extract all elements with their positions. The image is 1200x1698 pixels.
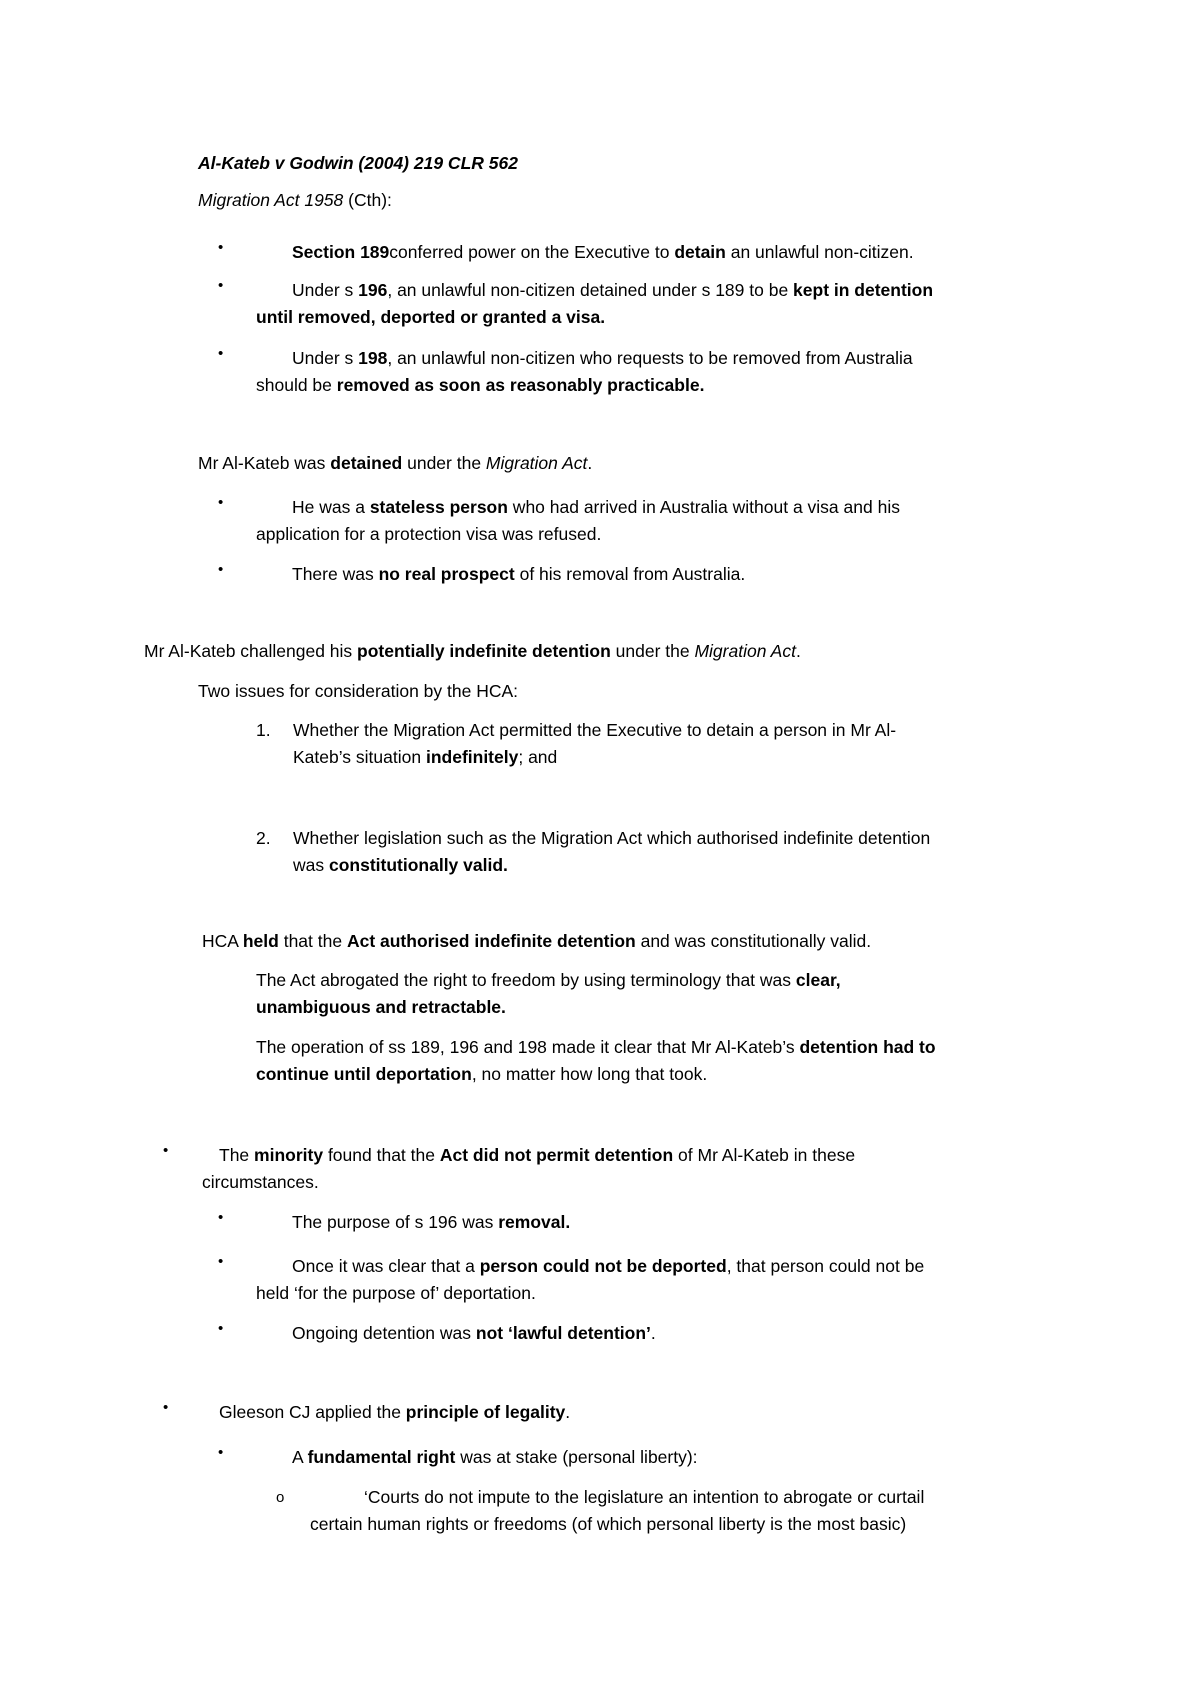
text-run: conferred power on the Executive to bbox=[389, 242, 675, 262]
issues-heading: Two issues for consideration by the HCA: bbox=[198, 681, 519, 701]
bold-text-run: removed as soon as reasonably practicable. bbox=[336, 375, 705, 395]
text-run: . bbox=[650, 1323, 656, 1343]
bold-text-run: detain bbox=[674, 242, 726, 262]
issue-number: 1. bbox=[256, 720, 271, 740]
text-run: under the bbox=[610, 641, 695, 661]
act-heading bbox=[198, 187, 392, 214]
bold-text-run: 198 bbox=[358, 348, 388, 368]
bold-text-run: fundamental right bbox=[307, 1447, 456, 1467]
bold-text-run: Section 189 bbox=[292, 242, 390, 262]
minority-line-1 bbox=[219, 1142, 855, 1169]
text-run: Mr Al-Kateb was bbox=[198, 453, 331, 473]
operation-line-1 bbox=[256, 1034, 936, 1061]
bold-text-run: indefinitely bbox=[425, 747, 519, 767]
circle-bullet-icon: o bbox=[276, 1489, 285, 1506]
gleeson-point bbox=[292, 1444, 698, 1471]
bold-text-run: person could not be deported bbox=[479, 1256, 727, 1276]
text-run: was bbox=[293, 855, 329, 875]
issue-2-line-1 bbox=[293, 825, 930, 852]
issue-2-line-2 bbox=[293, 852, 508, 879]
issue-number: 2. bbox=[256, 828, 271, 848]
text-run: A bbox=[292, 1447, 308, 1467]
act-suffix: (Cth): bbox=[343, 190, 392, 210]
text-run: Ongoing detention was bbox=[292, 1323, 476, 1343]
bullet-icon: • bbox=[163, 1399, 169, 1416]
text-run: certain human rights or freedoms (of which personal liberty is the most basic) bbox=[310, 1514, 907, 1534]
bold-text-run: held bbox=[242, 931, 279, 951]
bold-text-run: constitutionally valid. bbox=[328, 855, 508, 875]
bullet-icon: • bbox=[218, 1444, 224, 1461]
bold-text-run: detention had to bbox=[799, 1037, 936, 1057]
text-run: He was a bbox=[292, 497, 370, 517]
minority-point-2-line-2 bbox=[256, 1280, 536, 1307]
bullet-icon: • bbox=[218, 345, 224, 362]
minority-point-1 bbox=[292, 1209, 570, 1236]
text-run: . bbox=[587, 453, 593, 473]
bold-text-run: 196 bbox=[358, 280, 388, 300]
act-name: Migration Act 1958 bbox=[198, 190, 344, 210]
text-run: and was constitutionally valid. bbox=[635, 931, 872, 951]
gleeson-quote-line-1 bbox=[364, 1484, 924, 1511]
bold-text-run: potentially indefinite detention bbox=[357, 641, 611, 661]
italic-text-run: Migration Act bbox=[485, 453, 588, 473]
provision-3-line-2 bbox=[256, 372, 704, 399]
text-run: Gleeson CJ applied the bbox=[219, 1402, 406, 1422]
provision-2-line-2 bbox=[256, 304, 605, 331]
text-run: Under s bbox=[292, 280, 359, 300]
abrogated-line-2 bbox=[256, 994, 506, 1021]
text-run: Whether legislation such as the Migration Act which authorised indefinite detention bbox=[293, 828, 931, 848]
bullet-icon: • bbox=[218, 561, 224, 578]
bold-text-run: clear, bbox=[795, 970, 841, 990]
bullet-icon: • bbox=[218, 1253, 224, 1270]
bold-text-run: minority bbox=[254, 1145, 324, 1165]
text-run: , an unlawful non-citizen who requests to be removed from Australia bbox=[387, 348, 913, 368]
issue-1-line-2 bbox=[293, 744, 557, 771]
text-run: The bbox=[219, 1145, 255, 1165]
bold-text-run: removal. bbox=[498, 1212, 571, 1232]
bullet-icon: • bbox=[218, 494, 224, 511]
text-run: of his removal from Australia. bbox=[514, 564, 746, 584]
text-run: . bbox=[565, 1402, 571, 1422]
gleeson-quote-line-2 bbox=[310, 1511, 906, 1538]
bullet-icon: • bbox=[218, 1209, 224, 1226]
text-run: Mr Al-Kateb challenged his bbox=[144, 641, 358, 661]
minority-point-2-line-1 bbox=[292, 1253, 924, 1280]
bold-text-run: not ‘lawful detention’ bbox=[475, 1323, 651, 1343]
challenge-paragraph bbox=[144, 638, 801, 665]
text-run: The Act abrogated the right to freedom by using terminology that was bbox=[256, 970, 796, 990]
text-run: The operation of ss 189, 196 and 198 made it clear that Mr Al-Kateb’s bbox=[256, 1037, 800, 1057]
provision-1 bbox=[292, 239, 914, 266]
minority-line-2 bbox=[202, 1169, 319, 1196]
text-run: was at stake (personal liberty): bbox=[455, 1447, 698, 1467]
gleeson-line bbox=[219, 1399, 570, 1426]
abrogated-line-1 bbox=[256, 967, 841, 994]
bold-text-run: kept in detention bbox=[793, 280, 934, 300]
text-run: The purpose of s 196 was bbox=[292, 1212, 499, 1232]
text-run: who had arrived in Australia without a visa and his bbox=[507, 497, 900, 517]
detained-paragraph bbox=[198, 450, 592, 477]
bullet-icon: • bbox=[163, 1142, 169, 1159]
bold-text-run: stateless person bbox=[369, 497, 508, 517]
text-run: There was bbox=[292, 564, 379, 584]
text-run: , an unlawful non-citizen detained under s 189 to be bbox=[387, 280, 794, 300]
fact-2 bbox=[292, 561, 745, 588]
bullet-icon: • bbox=[218, 239, 224, 256]
bullet-icon: • bbox=[218, 1320, 224, 1337]
bold-text-run: detained bbox=[330, 453, 403, 473]
text-run: Whether the Migration Act permitted the Executive to detain a person in Mr Al- bbox=[293, 720, 897, 740]
text-run: should be bbox=[256, 375, 337, 395]
text-run: under the bbox=[402, 453, 486, 473]
text-run: Kateb’s situation bbox=[293, 747, 426, 767]
italic-text-run: Migration Act bbox=[694, 641, 796, 661]
case-title: Al-Kateb v Godwin (2004) 219 CLR 562 bbox=[198, 153, 518, 173]
text-run: . bbox=[795, 641, 801, 661]
bold-text-run: continue until deportation bbox=[256, 1064, 472, 1084]
issue-1-line-1 bbox=[293, 717, 896, 744]
text-run: of Mr Al-Kateb in these bbox=[673, 1145, 856, 1165]
bold-text-run: Act did not permit detention bbox=[439, 1145, 674, 1165]
bold-text-run: unambiguous and retractable. bbox=[256, 997, 506, 1017]
text-run: Once it was clear that a bbox=[292, 1256, 480, 1276]
text-run: an unlawful non-citizen. bbox=[725, 242, 914, 262]
bold-text-run: principle of legality bbox=[405, 1402, 566, 1422]
fact-1-line-1 bbox=[292, 494, 900, 521]
text-run: ; and bbox=[518, 747, 558, 767]
text-run: Under s bbox=[292, 348, 359, 368]
held-paragraph bbox=[202, 928, 871, 955]
text-run: found that the bbox=[323, 1145, 440, 1165]
provision-2-line-1 bbox=[292, 277, 933, 304]
text-run: application for a protection visa was refused. bbox=[256, 524, 602, 544]
text-run: ‘Courts do not impute to the legislature an intention to abrogate or curtail bbox=[364, 1487, 925, 1507]
text-run: , that person could not be bbox=[726, 1256, 925, 1276]
text-run: held ‘for the purpose of’ deportation. bbox=[256, 1283, 536, 1303]
bold-text-run: Act authorised indefinite detention bbox=[346, 931, 636, 951]
operation-line-2 bbox=[256, 1061, 707, 1088]
text-run: that the bbox=[278, 931, 347, 951]
provision-3-line-1 bbox=[292, 345, 913, 372]
fact-1-line-2 bbox=[256, 521, 601, 548]
text-run: circumstances. bbox=[202, 1172, 319, 1192]
text-run: HCA bbox=[202, 931, 243, 951]
bold-text-run: no real prospect bbox=[378, 564, 515, 584]
text-run: , no matter how long that took. bbox=[471, 1064, 708, 1084]
bullet-icon: • bbox=[218, 277, 224, 294]
minority-point-3 bbox=[292, 1320, 656, 1347]
bold-text-run: until removed, deported or granted a visa. bbox=[256, 307, 606, 327]
